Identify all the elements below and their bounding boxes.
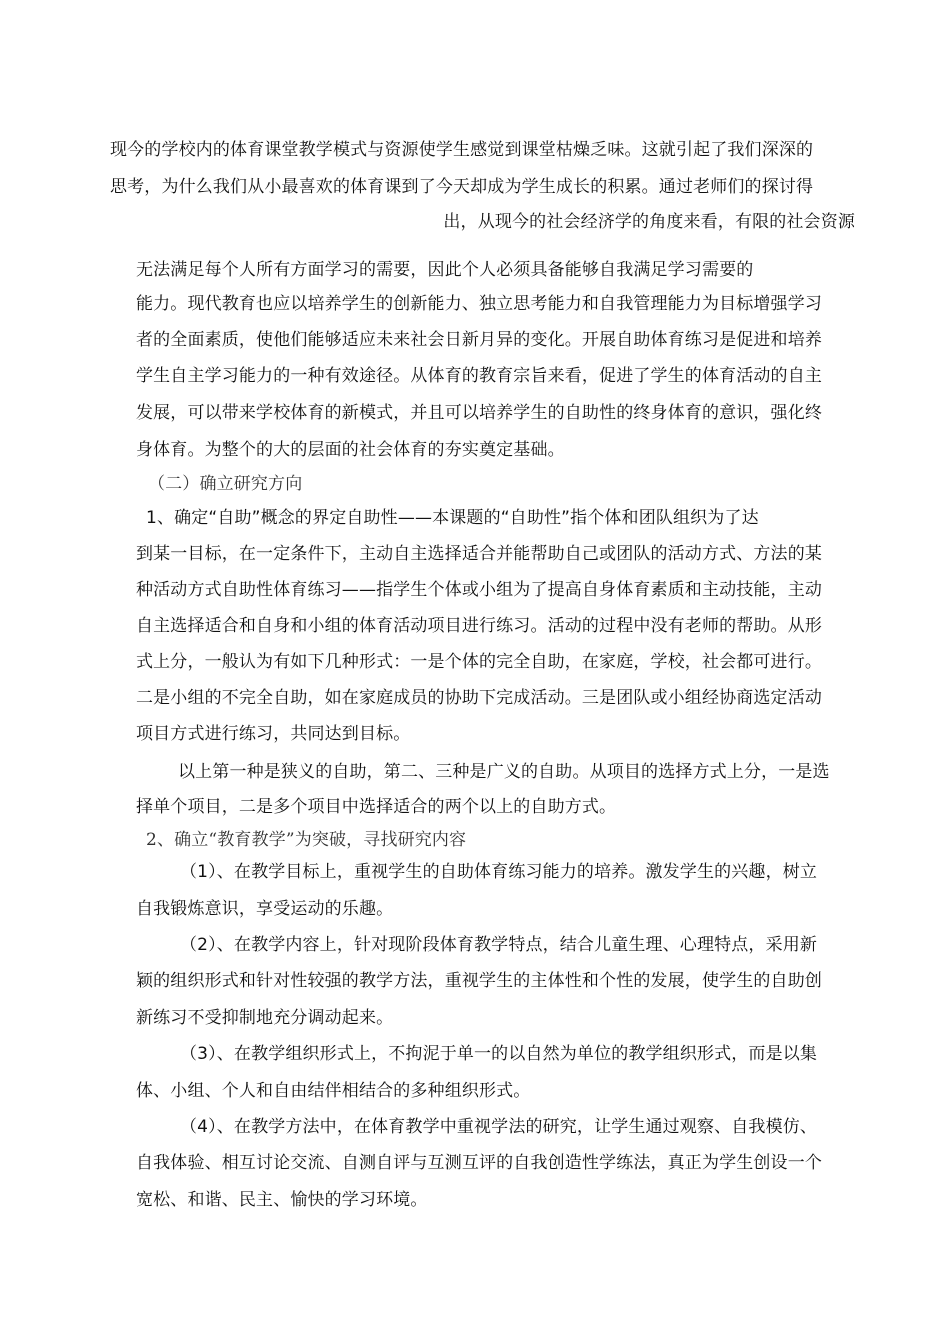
item1-line-1: 1、确定“自助”概念的界定自助性——本课题的“自助性”指个体和团队组织为了达 xyxy=(146,508,759,528)
sub4-line-2: 自我体验、相互讨论交流、自测自评与互测互评的自我创造性学练法，真正为学生创设一个 xyxy=(136,1153,822,1173)
paragraph1-line-1: 无法满足每个人所有方面学习的需要，因此个人必须具备能够自我满足学习需要的 xyxy=(136,260,754,280)
sub3-line-2: 体、小组、个人和自由结伴相结合的多种组织形式。 xyxy=(136,1081,531,1101)
intro-line-3: 出，从现今的社会经济学的角度来看，有限的社会资源 xyxy=(443,212,855,232)
paragraph1-line-6: 身体育。为整个的大的层面的社会体育的夯实奠定基础。 xyxy=(136,440,565,460)
sub2-line-2: 颖的组织形式和针对性较强的教学方法，重视学生的主体性和个性的发展，使学生的自助创 xyxy=(136,971,822,991)
item1-line-3: 种活动方式自助性体育练习——指学生个体或小组为了提高自身体育素质和主动技能，主动 xyxy=(136,580,822,600)
paragraph1-line-2: 能力。现代教育也应以培养学生的创新能力、独立思考能力和自我管理能力为目标增强学习 xyxy=(136,294,822,314)
item1-line-6: 二是小组的不完全自助，如在家庭成员的协助下完成活动。三是团队或小组经协商选定活动 xyxy=(136,688,822,708)
item1-line-5: 式上分，一般认为有如下几种形式：一是个体的完全自助，在家庭，学校，社会都可进行。 xyxy=(136,652,822,672)
sub2-line-3: 新练习不受抑制地充分调动起来。 xyxy=(136,1008,394,1028)
item2-heading: 2、确立“教育教学”为突破，寻找研究内容 xyxy=(146,830,467,850)
section-heading: （二）确立研究方向 xyxy=(148,474,303,494)
paragraph1-line-4: 学生自主学习能力的一种有效途径。从体育的教育宗旨来看，促进了学生的体育活动的自主 xyxy=(136,366,822,386)
item1-summary-line-2: 择单个项目，二是多个项目中选择适合的两个以上的自助方式。 xyxy=(136,797,617,817)
sub4-line-1: （4）、在教学方法中，在体育教学中重视学法的研究，让学生通过观察、自我模仿、 xyxy=(180,1117,818,1137)
item1-line-2: 到某一目标，在一定条件下，主动自主选择适合并能帮助自己或团队的活动方式、方法的某 xyxy=(136,544,822,564)
item1-line-4: 自主选择适合和自身和小组的体育活动项目进行练习。活动的过程中没有老师的帮助。从形 xyxy=(136,616,822,636)
sub1-line-1: （1）、在教学目标上，重视学生的自助体育练习能力的培养。激发学生的兴趣，树立 xyxy=(180,862,818,882)
sub4-line-3: 宽松、和谐、民主、愉快的学习环境。 xyxy=(136,1190,428,1210)
intro-line-1: 现今的学校内的体育课堂教学模式与资源使学生感觉到课堂枯燥乏味。这就引起了我们深深的 xyxy=(110,140,814,160)
sub3-line-1: （3）、在教学组织形式上，不拘泥于单一的以自然为单位的教学组织形式，而是以集 xyxy=(180,1044,818,1064)
sub1-line-2: 自我锻炼意识，享受运动的乐趣。 xyxy=(136,899,394,919)
sub2-line-1: （2）、在教学内容上，针对现阶段体育教学特点，结合儿童生理、心理特点，采用新 xyxy=(180,935,818,955)
item1-summary-line-1: 以上第一种是狭义的自助，第二、三种是广义的自助。从项目的选择方式上分，一是选 xyxy=(178,762,830,782)
paragraph1-line-5: 发展，可以带来学校体育的新模式，并且可以培养学生的自助性的终身体育的意识，强化终 xyxy=(136,403,822,423)
paragraph1-line-3: 者的全面素质，使他们能够适应未来社会日新月异的变化。开展自助体育练习是促进和培养 xyxy=(136,330,822,350)
intro-line-2: 思考，为什么我们从小最喜欢的体育课到了今天却成为学生成长的积累。通过老师们的探讨得 xyxy=(110,177,814,197)
item1-line-7: 项目方式进行练习，共同达到目标。 xyxy=(136,724,411,744)
